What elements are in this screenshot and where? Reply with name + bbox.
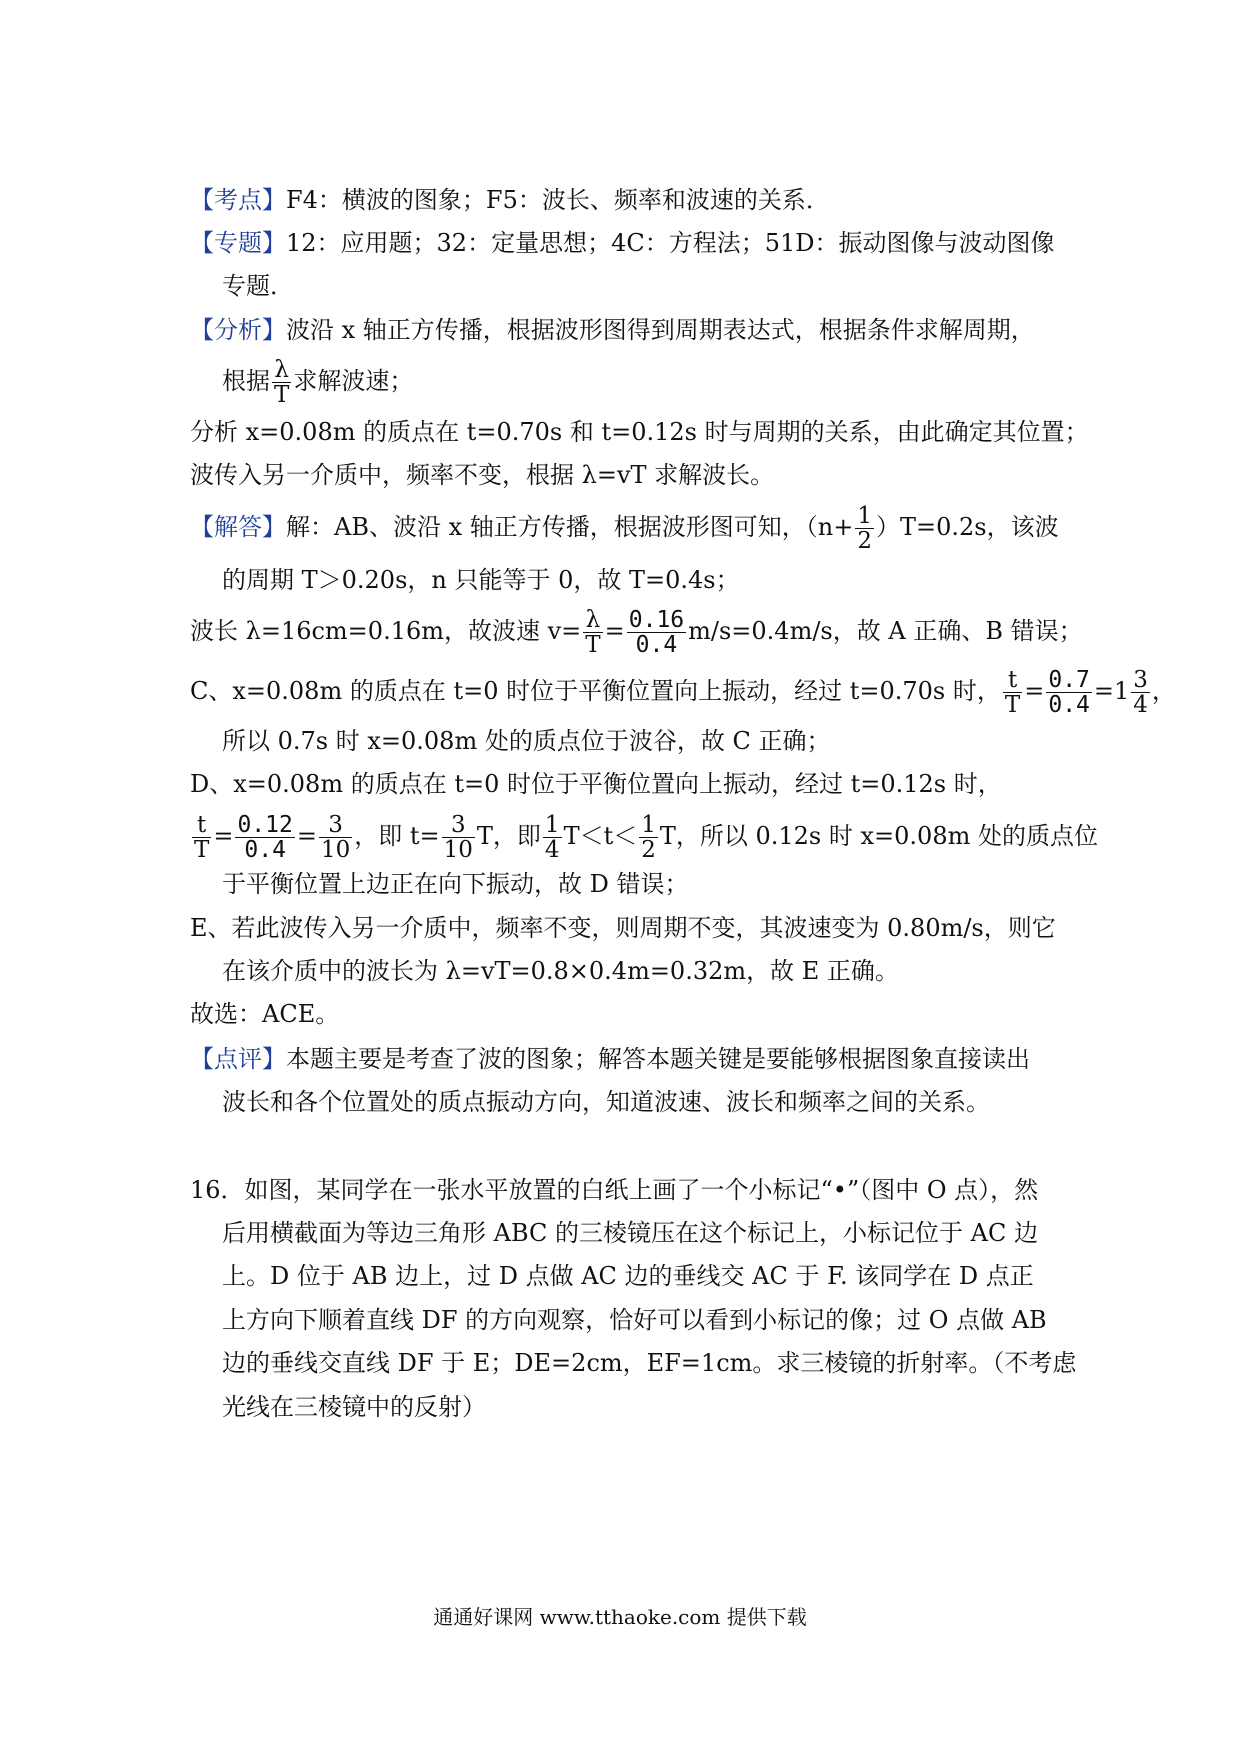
dianping-text-1: 本题主要是考查了波的图象；解答本题关键是要能够根据图象直接读出 [286, 1045, 1030, 1073]
zhuanti-text-2: 专题． [222, 272, 294, 300]
jieda-l3-pre: 波长 λ=16cm=0.16m，故波速 v= [190, 617, 582, 645]
q16-text-2: 后用横截面为等边三角形 ABC 的三棱镜压在这个标记上，小标记位于 AC 边 [222, 1219, 1038, 1247]
frac-denominator: T [1004, 692, 1021, 718]
q16-line-1 [190, 1172, 1060, 1208]
equals-sign: = [1024, 677, 1045, 705]
fraction-016-over-04 [627, 608, 686, 657]
frac-numerator: t [1003, 668, 1022, 693]
jieda-line-9 [190, 910, 1060, 946]
q16-text-4: 上方向下顺着直线 DF 的方向观察，恰好可以看到小标记的像；过 O 点做 AB [222, 1306, 1047, 1334]
jieda-line-11 [190, 996, 1060, 1032]
frac-numerator: λ [583, 608, 602, 633]
mixed-number-whole: =1 [1093, 677, 1130, 705]
jieda-l7-mid1: ，即 t= [354, 822, 440, 850]
fraction-t-over-T [192, 813, 211, 862]
fraction-three-tenths [442, 813, 475, 862]
jieda-l7-mid2: T，即 [476, 822, 541, 850]
q16-text-5: 边的垂线交直线 DF 于 E；DE=2cm，EF=1cm。求三棱镜的折射率。（不考虑 [222, 1349, 1077, 1377]
frac-denominator: 4 [544, 837, 560, 863]
fenxi-tag: 【分析】 [190, 316, 286, 344]
zhuanti-line-1 [190, 225, 1060, 261]
fraction-07-over-04 [1046, 668, 1092, 717]
frac-numerator: 3 [319, 813, 352, 838]
fraction-lambda-over-t [583, 608, 602, 657]
frac-numerator: 1 [641, 812, 656, 838]
zhuanti-tag: 【专题】 [190, 229, 286, 257]
jieda-tag: 【解答】 [190, 513, 286, 541]
jieda-l1-pre: 解：AB、波沿 x 轴正方传播，根据波形图可知，（n+ [286, 513, 854, 541]
dianping-text-2: 波长和各个位置处的质点振动方向，知道波速、波长和频率之间的关系。 [222, 1088, 990, 1116]
jieda-line-6 [190, 766, 1060, 802]
q16-line-5 [222, 1345, 1077, 1381]
jieda-l3-post: m/s=0.4m/s，故 A 正确、B 错误； [688, 617, 1083, 645]
frac-numerator: 1 [544, 812, 560, 838]
jieda-l8: 于平衡位置上边正在向下振动，故 D 错误； [222, 870, 689, 898]
q16-line-3 [222, 1258, 1060, 1294]
fraction-three-tenths [319, 813, 352, 862]
frac-numerator: 3 [442, 813, 475, 838]
q16-line-2 [222, 1215, 1060, 1251]
jieda-l4-pre: C、x=0.08m 的质点在 t=0 时位于平衡位置向上振动，经过 t=0.70s 时， [190, 677, 1001, 705]
frac-numerator: 0.7 [1048, 667, 1090, 693]
jieda-l11: 故选：ACE。 [190, 1000, 340, 1028]
dianping-line-2 [222, 1084, 1060, 1120]
fraction-t-over-T [1003, 668, 1022, 717]
equals-sign: = [296, 822, 317, 850]
zhuanti-text-1: 12：应用题；32：定量思想；4C：方程法；51D：振动图像与波动图像 [286, 229, 1055, 257]
fenxi-line-3 [190, 414, 1089, 450]
frac-denominator: 10 [320, 837, 351, 863]
fenxi-text-3: 分析 x=0.08m 的质点在 t=0.70s 和 t=0.12s 时与周期的关系，由此确定其位置； [190, 418, 1089, 446]
kaodian-line [190, 182, 1060, 218]
fenxi-line-2 [222, 358, 1060, 407]
jieda-line-1 [190, 504, 1060, 553]
frac-numerator: 3 [1133, 667, 1148, 693]
frac-denominator: 0.4 [1048, 692, 1090, 718]
jieda-l9: E、若此波传入另一介质中，频率不变，则周期不变，其波速变为 0.80m/s，则它 [190, 914, 1056, 942]
fraction-lambda-over-t [272, 358, 291, 407]
frac-denominator: 2 [857, 528, 872, 554]
q16-text-3: 上。D 位于 AB 边上，过 D 点做 AC 边的垂线交 AC 于 F. 该同学在 D 点正 [222, 1262, 1034, 1290]
jieda-l1-post: ）T=0.2s，该波 [875, 513, 1059, 541]
jieda-l7-post: T，所以 0.12s 时 x=0.08m 处的质点位 [659, 822, 1098, 850]
jieda-l10: 在该介质中的波长为 λ=vT=0.8×0.4m=0.32m，故 E 正确。 [222, 957, 899, 985]
jieda-line-4 [190, 667, 1176, 718]
dianping-tag: 【点评】 [190, 1045, 286, 1073]
fraction-one-quarter [543, 813, 562, 862]
frac-numerator: 1 [857, 503, 872, 529]
dianping-line-1 [190, 1041, 1060, 1077]
kaodian-tag: 【考点】 [190, 186, 286, 214]
jieda-l7-mid3: T＜t＜ [563, 822, 638, 850]
q16-line-6 [222, 1389, 1060, 1425]
page-footer: 通通好课网 www.tthaoke.com 提供下载 [433, 1605, 807, 1629]
frac-denominator: T [274, 382, 290, 408]
fenxi-line-1 [190, 312, 1060, 348]
frac-denominator: T [585, 632, 601, 658]
jieda-line-8 [222, 866, 1060, 902]
frac-numerator: 0.16 [628, 607, 685, 633]
frac-denominator: 0.4 [635, 632, 678, 658]
jieda-l4-post: ， [1151, 677, 1176, 705]
equals-sign: = [604, 617, 625, 645]
fenxi-line-4 [190, 457, 1060, 493]
jieda-line-10 [222, 953, 1060, 989]
jieda-l2: 的周期 T＞0.20s，n 只能等于 0，故 T=0.4s； [222, 566, 740, 594]
fraction-one-half [855, 504, 874, 553]
q16-text-6: 光线在三棱镜中的反射） [222, 1393, 486, 1421]
frac-denominator: 2 [641, 837, 656, 863]
frac-denominator: 4 [1133, 692, 1148, 718]
frac-denominator: T [194, 837, 210, 863]
frac-numerator: t [192, 813, 211, 838]
jieda-line-2 [222, 562, 1060, 598]
fraction-one-half [639, 813, 658, 862]
jieda-l6: D、x=0.08m 的质点在 t=0 时位于平衡位置向上振动，经过 t=0.12s 时， [190, 770, 1002, 798]
jieda-line-5 [222, 723, 1060, 759]
jieda-line-3 [190, 607, 1083, 658]
q16-line-4 [222, 1302, 1060, 1338]
q16-text-1: 16．如图，某同学在一张水平放置的白纸上画了一个小标记“•”（图中 O 点），然 [190, 1176, 1039, 1204]
fenxi-text-2-pre: 根据 [222, 367, 270, 395]
jieda-line-7 [190, 812, 1098, 863]
fenxi-text-2-post: 求解波速； [293, 367, 414, 395]
zhuanti-line-2 [222, 268, 1060, 304]
kaodian-text: F4：横波的图象；F5：波长、频率和波速的关系． [286, 186, 830, 214]
frac-denominator: 0.4 [244, 837, 286, 863]
frac-numerator: 0.12 [237, 812, 293, 838]
fenxi-text-1: 波沿 x 轴正方传播，根据波形图得到周期表达式，根据条件求解周期， [286, 316, 1035, 344]
fraction-012-over-04 [235, 813, 294, 862]
fraction-three-quarters [1131, 668, 1150, 717]
jieda-l5: 所以 0.7s 时 x=0.08m 处的质点位于波谷，故 C 正确； [222, 727, 831, 755]
frac-numerator: λ [272, 358, 291, 383]
equals-sign: = [213, 822, 234, 850]
frac-denominator: 10 [443, 837, 473, 863]
fenxi-text-4: 波传入另一介质中，频率不变，根据 λ=vT 求解波长。 [190, 461, 775, 489]
